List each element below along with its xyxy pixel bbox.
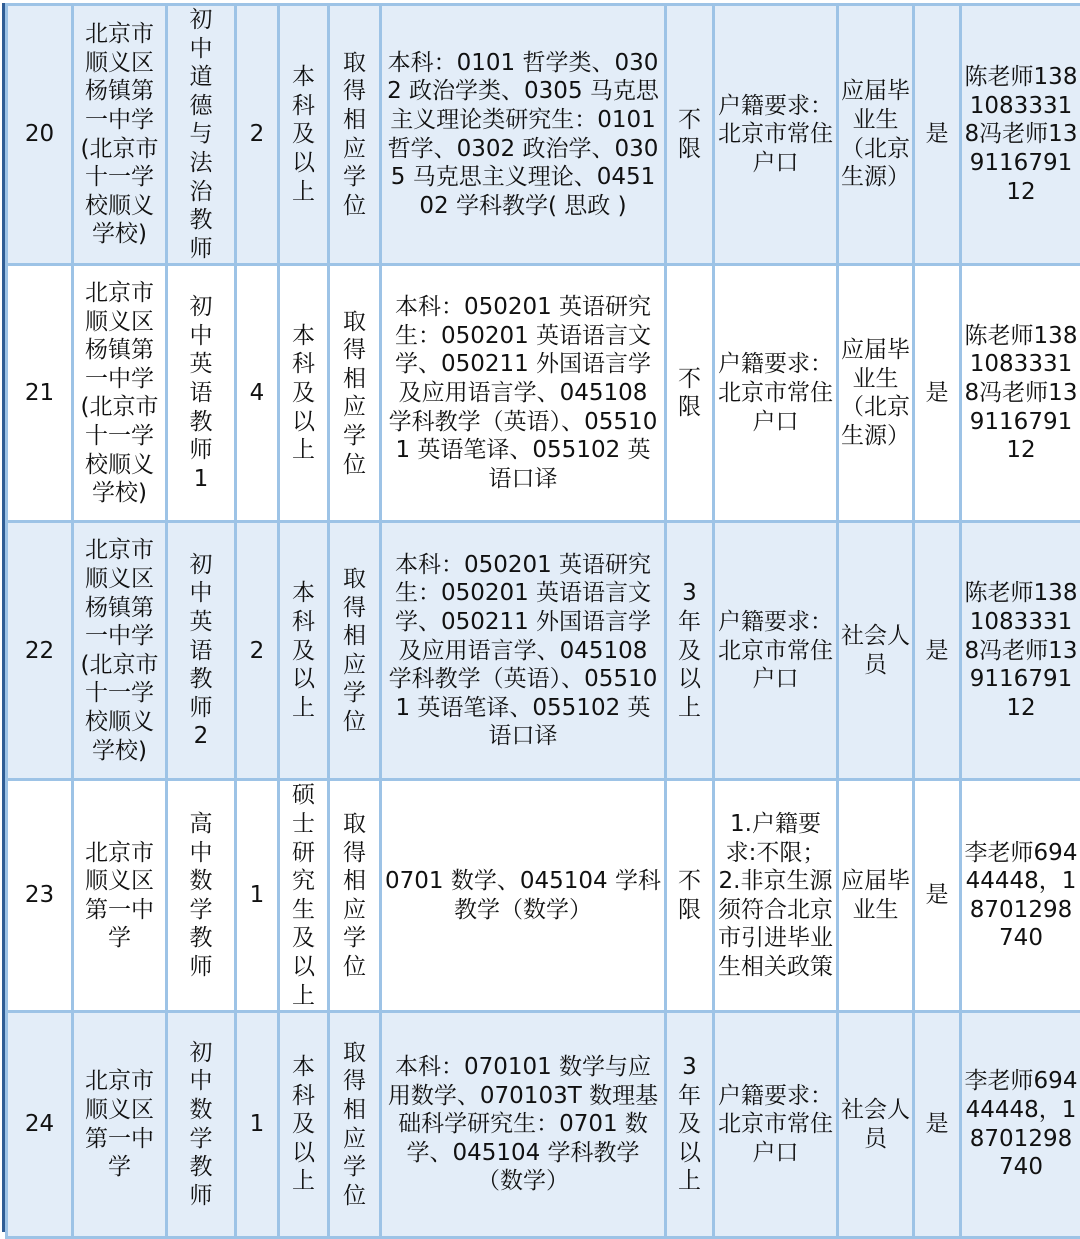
count-cell: 2 (236, 522, 279, 780)
education-text: 硕士研究生及以上 (291, 781, 315, 1010)
flag-cell: 是 (914, 265, 961, 522)
degree-cell (329, 522, 381, 780)
degree-text: 取得相应学位 (342, 49, 366, 221)
count-cell: 1 (236, 780, 279, 1012)
position-text: 初中英语教师 2 (189, 551, 213, 751)
hukou-cell: 1.户籍要求:不限；2.非京生源须符合北京市引进毕业生相关政策 (714, 780, 838, 1012)
seq-cell: 24 (7, 1012, 73, 1238)
experience-cell (666, 1012, 714, 1238)
education-cell (279, 265, 329, 522)
experience-text: 不限 (677, 106, 701, 163)
source-cell: 应届毕业生（北京生源） (838, 265, 914, 522)
degree-text: 取得相应学位 (342, 308, 366, 480)
seq-cell: 21 (7, 265, 73, 522)
degree-cell (329, 5, 381, 265)
position-cell (167, 265, 236, 522)
experience-text: 不限 (677, 365, 701, 422)
position-text: 初中数学教师 (189, 1039, 213, 1211)
education-cell (279, 1012, 329, 1238)
table-row (7, 5, 1080, 265)
school-cell: 北京市顺义区杨镇第一中学(北京市十一学校顺义学校) (73, 522, 167, 780)
source-cell: 应届毕业生 (838, 780, 914, 1012)
major-cell: 本科：0101 哲学类、0302 政治学类、0305 马克思主义理论类研究生：0101 哲学、0302 政治学、0305 马克思主义理论、045102 学科教学( 思政 ) (381, 5, 666, 265)
school-cell: 北京市顺义区杨镇第一中学(北京市十一学校顺义学校) (73, 265, 167, 522)
degree-text: 取得相应学位 (342, 1039, 366, 1211)
count-cell: 2 (236, 5, 279, 265)
flag-cell: 是 (914, 1012, 961, 1238)
education-text: 本科及以上 (291, 322, 315, 465)
contact-cell: 李老师69444448，18701298740 (961, 780, 1080, 1012)
position-cell (167, 1012, 236, 1238)
major-cell: 本科：070101 数学与应用数学、070103T 数理基础科学研究生：0701 数学、045104 学科教学（数学） (381, 1012, 666, 1238)
hukou-cell: 户籍要求：北京市常住户口 (714, 265, 838, 522)
position-cell (167, 5, 236, 265)
education-cell (279, 5, 329, 265)
experience-cell (666, 780, 714, 1012)
education-text: 本科及以上 (291, 579, 315, 722)
major-cell: 本科：050201 英语研究生：050201 英语语言文学、050211 外国语言学及应用语言学、045108 学科教学（英语）、055101 英语笔译、055102 英语口译 (381, 522, 666, 780)
major-cell: 0701 数学、045104 学科教学（数学） (381, 780, 666, 1012)
seq-cell: 23 (7, 780, 73, 1012)
degree-cell (329, 265, 381, 522)
contact-cell: 李老师69444448，18701298740 (961, 1012, 1080, 1238)
flag-cell: 是 (914, 522, 961, 780)
seq-cell: 22 (7, 522, 73, 780)
position-text: 初中道德与法治教师 (189, 6, 213, 263)
table-row (7, 522, 1080, 780)
experience-text: 3年及以上 (677, 579, 701, 722)
degree-cell (329, 1012, 381, 1238)
experience-cell (666, 522, 714, 780)
source-cell: 应届毕业生（北京生源） (838, 5, 914, 265)
seq-cell: 20 (7, 5, 73, 265)
experience-text: 不限 (677, 867, 701, 924)
hukou-cell: 户籍要求：北京市常住户口 (714, 5, 838, 265)
school-cell: 北京市顺义区第一中学 (73, 780, 167, 1012)
table-row (7, 780, 1080, 1012)
education-text: 本科及以上 (291, 1053, 315, 1196)
experience-cell (666, 5, 714, 265)
position-text: 初中英语教师 1 (189, 293, 213, 493)
flag-cell: 是 (914, 5, 961, 265)
position-cell (167, 522, 236, 780)
experience-cell (666, 265, 714, 522)
table-row (7, 265, 1080, 522)
recruitment-table-sheet (2, 3, 1078, 1232)
education-text: 本科及以上 (291, 63, 315, 206)
flag-cell: 是 (914, 780, 961, 1012)
contact-cell: 陈老师13810833318冯老师13911679112 (961, 5, 1080, 265)
degree-text: 取得相应学位 (342, 810, 366, 982)
count-cell: 4 (236, 265, 279, 522)
contact-cell: 陈老师13810833318冯老师13911679112 (961, 522, 1080, 780)
education-cell (279, 522, 329, 780)
education-cell (279, 780, 329, 1012)
count-cell: 1 (236, 1012, 279, 1238)
position-cell (167, 780, 236, 1012)
source-cell: 社会人员 (838, 522, 914, 780)
experience-text: 3年及以上 (677, 1053, 701, 1196)
degree-text: 取得相应学位 (342, 565, 366, 737)
major-cell: 本科：050201 英语研究生：050201 英语语言文学、050211 外国语言学及应用语言学、045108 学科教学（英语）、055101 英语笔译、055102 英语口译 (381, 265, 666, 522)
hukou-cell: 户籍要求：北京市常住户口 (714, 1012, 838, 1238)
table-row (7, 1012, 1080, 1238)
school-cell: 北京市顺义区第一中学 (73, 1012, 167, 1238)
school-cell: 北京市顺义区杨镇第一中学(北京市十一学校顺义学校) (73, 5, 167, 265)
degree-cell (329, 780, 381, 1012)
contact-cell: 陈老师13810833318冯老师13911679112 (961, 265, 1080, 522)
recruitment-table (5, 3, 1080, 1239)
position-text: 高中数学教师 (189, 810, 213, 982)
source-cell: 社会人员 (838, 1012, 914, 1238)
hukou-cell: 户籍要求：北京市常住户口 (714, 522, 838, 780)
